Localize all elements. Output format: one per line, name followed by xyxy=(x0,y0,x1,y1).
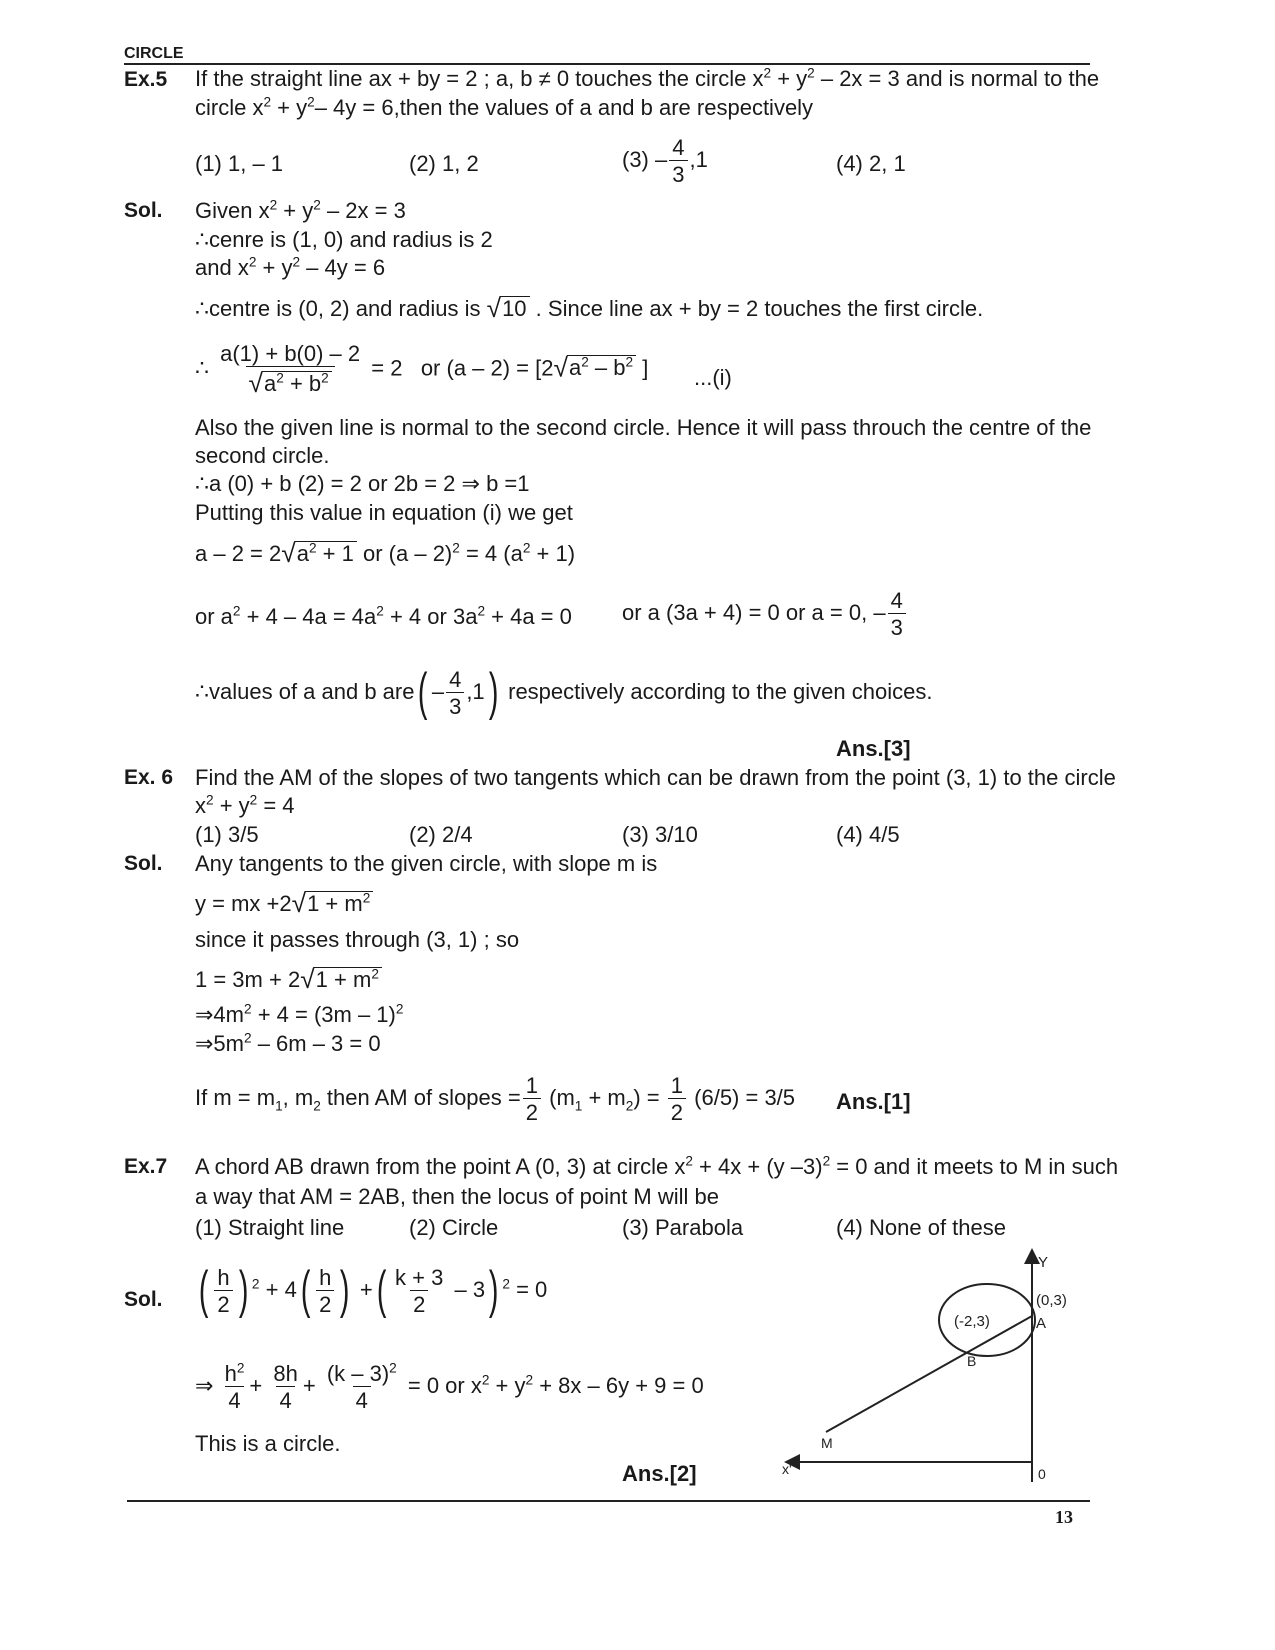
fraction: $\frac{h}{2}$ xyxy=(214,1266,232,1317)
ex6-sol-line4: $1 = 3m + 2√1 + m^2$ xyxy=(195,966,382,992)
ex6-question-line2: $x^2 + y^2 = 4$ xyxy=(195,792,295,818)
ex5-sol-line11-b: or a (3a + 4) = 0 or a = 0, – $\frac{4}{3}$ xyxy=(622,589,908,640)
ex6-label: Ex. 6 xyxy=(124,766,174,789)
ex5-sol-label: Sol. xyxy=(124,199,163,222)
ex7-sol-final: This is a circle. xyxy=(195,1431,341,1456)
ex5-sol-line10: $a - 2 = 2√a^2 + 1$ or (a – 2)$^2$ = 4 $(a^2 + 1)$ xyxy=(195,538,576,568)
ex7-answer: Ans.[2] xyxy=(622,1461,697,1486)
label-a-coord: (0,3) xyxy=(1036,1292,1067,1309)
ex5-sol-line12: ∴values of a and b are( – $\frac{4}{3}$ ,1) respectively according to the given choices. xyxy=(195,663,933,722)
ex7-sol-equation2: ⇒ $\frac{h^2}{4}$ + $\frac{8h}{4}$ + $\frac{(k - 3)^2}{4}$ = 0 or $x^2 + y^2 + 8x - 6y + 9 = 0$ xyxy=(195,1360,704,1413)
ex7-option-2: (2) Circle xyxy=(409,1215,499,1240)
ex7-question-line1: A chord AB drawn from the point A (0, 3) at circle $x^2 + 4x + (y$ –3)$^2$ = 0 and it meets to M in such xyxy=(195,1153,1119,1179)
ex5-sol-line6: Also the given line is normal to the second circle. Hence it will pass throuch the centre of the xyxy=(195,415,1092,440)
ex7-label: Ex.7 xyxy=(124,1155,168,1178)
footer-rule xyxy=(127,1500,1090,1502)
ex5-sol-line8: ∴a (0) + b (2) = 2 or 2b = 2 ⇒ b =1 xyxy=(195,471,530,496)
ex5-sol-line9: Putting this value in equation (i) we get xyxy=(195,500,573,525)
fraction: $\frac{4}{3}$ xyxy=(888,589,906,640)
ex5-option-4: (4) 2, 1 xyxy=(836,151,906,176)
ex6-option-3: (3) 3/10 xyxy=(622,822,698,847)
ex6-answer: Ans.[1] xyxy=(836,1089,911,1114)
page-number: 13 xyxy=(1055,1507,1073,1527)
ex6-sol-line3: since it passes through (3, 1) ; so xyxy=(195,927,520,952)
ex5-equation-tag: ...(i) xyxy=(694,365,732,390)
ex5-answer: Ans.[3] xyxy=(836,736,911,761)
ex5-option-3: (3) – $\frac{4}{3}$ ,1 xyxy=(622,135,708,187)
ex5-question-line2: circle $x^2 + y^2-$ 4y = 6,then the values of a and b are respectively xyxy=(195,94,814,120)
ex7-option-1: (1) Straight line xyxy=(195,1215,345,1240)
ex5-question-line1: If the straight line ax + by = 2 ; a, b ≠ 0 touches the circle $x^2 + y^2 - 2x = 3$ and is normal to the xyxy=(195,65,1100,91)
fraction: $\frac{4}{3}$ xyxy=(669,136,687,187)
label-b: B xyxy=(967,1353,977,1369)
ex7-option-4: (4) None of these xyxy=(836,1215,1006,1240)
fraction: $\frac{1}{2}$ xyxy=(668,1074,686,1125)
label-m: M xyxy=(821,1435,833,1451)
ex7-question-line2: a way that AM = 2AB, then the locus of point M will be xyxy=(195,1184,720,1209)
ex5-sol-line7: second circle. xyxy=(195,443,330,468)
ex5-sol-line3: and $x^2 + y^2 - 4y = 6$ xyxy=(195,254,386,280)
fraction: $\frac{h^2}{4}$ xyxy=(224,1360,245,1413)
ex6-sol-label: Sol. xyxy=(124,852,163,875)
ex6-sol-line6: $\Rightarrow 5m^2 - 6m - 3 = 0$ xyxy=(195,1030,381,1056)
fraction: $\frac{a(1) + b(0) - 2}{√a^2 + b^2}$ xyxy=(220,341,361,398)
ex7-option-3: (3) Parabola xyxy=(622,1215,744,1240)
ex7-sol-equation1: ( $\frac{h}{2}$ ) $^2$ + 4( $\frac{h}{2}$ ) +( $\frac{k + 3}{2}$ – 3) $^2$ = 0 xyxy=(198,1261,548,1320)
ex6-option-1: (1) 3/5 xyxy=(195,822,259,847)
ex5-sol-line2: ∴cenre is (1, 0) and radius is 2 xyxy=(195,227,493,252)
ex5-option-1: (1) 1, – 1 xyxy=(195,151,284,176)
ex6-sol-line2: y = mx $+2√1 + m^2$ xyxy=(195,890,373,916)
ex7-figure xyxy=(770,1248,1090,1488)
fraction: $\frac{(k - 3)^2}{4}$ xyxy=(326,1360,397,1413)
fraction: $\frac{h}{2}$ xyxy=(316,1266,334,1317)
fraction: $\frac{1}{2}$ xyxy=(523,1074,541,1125)
ex5-sol-line11: or $a^2 + 4 - 4a = 4a^2 + 4$ or $3a^2 + 4a = 0$ xyxy=(195,603,572,629)
ex5-option-2: (2) 1, 2 xyxy=(409,151,479,176)
label-origin: 0 xyxy=(1038,1466,1046,1482)
ex6-sol-line7: If $m = m_1$, $m_2$ then AM of slopes = $\frac{1}{2}$ $(m_1 + m_2)$ = $\frac{1}{2}$ (6/5) = 3/5 xyxy=(195,1073,796,1125)
label-y: Y xyxy=(1038,1254,1049,1271)
ex5-sol-equation-i: ∴ $\frac{a(1) + b(0) - 2}{√a^2 + b^2}$ = 2 or $(a - 2) = [2√a^2 - b^2$ ] xyxy=(195,341,649,398)
ex6-sol-line1: Any tangents to the given circle, with slope m is xyxy=(195,851,658,876)
label-x-prime: x' xyxy=(782,1461,792,1477)
label-center: (-2,3) xyxy=(954,1313,990,1330)
header-rule xyxy=(124,63,1090,65)
fraction: $\frac{k + 3}{2}$ xyxy=(395,1265,444,1317)
ex6-question-line1: Find the AM of the slopes of two tangents which can be drawn from the point (3, 1) to the circle xyxy=(195,765,1116,790)
label-a: A xyxy=(1036,1315,1047,1332)
ex6-option-4: (4) 4/5 xyxy=(836,822,900,847)
ex7-sol-label: Sol. xyxy=(124,1288,163,1311)
ex6-option-2: (2) 2/4 xyxy=(409,822,473,847)
ex5-sol-line1: Given $x^2 + y^2 - 2x = 3$ xyxy=(195,197,406,223)
ex6-sol-line5: $\Rightarrow 4m^2 + 4 = (3m - 1)^2$ xyxy=(195,1001,404,1027)
chord-line xyxy=(826,1316,1032,1432)
running-header: CIRCLE xyxy=(124,45,184,62)
fraction: $\frac{8h}{4}$ xyxy=(273,1361,298,1413)
ex5-label: Ex.5 xyxy=(124,68,168,91)
ex5-sol-line4: ∴centre is (0, 2) and radius is √10 . Since line ax + by = 2 touches the first circle. xyxy=(195,293,984,323)
fraction: $\frac{4}{3}$ xyxy=(446,668,464,719)
